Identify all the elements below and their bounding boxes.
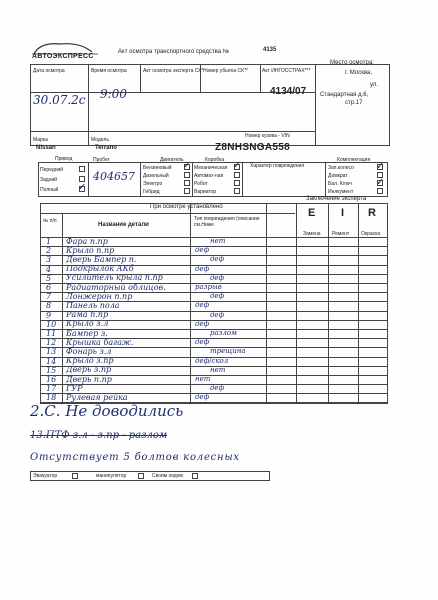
damage-nature-label: Характер повреждения bbox=[250, 163, 305, 169]
col-e-sub: Замена bbox=[303, 231, 321, 237]
col-damage-header: Тип повреждения (описание см.Ниже bbox=[194, 216, 260, 228]
table-row-part-name: Рама п.пр bbox=[66, 310, 109, 320]
table-row-damage-type: деф bbox=[210, 273, 225, 282]
drive-option-full: Полный bbox=[40, 187, 59, 193]
table-row-part-name: Крыло з.пр bbox=[66, 356, 114, 366]
table-row-part-name: Подкрылок АКб bbox=[66, 264, 134, 274]
table-row-part-name: Бампер з. bbox=[66, 328, 108, 338]
place-building: стр.17 bbox=[345, 100, 363, 106]
table-row-number: 18 bbox=[46, 393, 57, 403]
col-i-header: I bbox=[341, 207, 345, 219]
table-row-part-name: Дверь з.пр bbox=[66, 365, 112, 375]
table-row-part-name: Радиаторный облицов. bbox=[66, 282, 166, 292]
footer-evac-label: Эвакуатор bbox=[33, 473, 58, 479]
table-row-number: 10 bbox=[46, 319, 57, 329]
table-row-number: 12 bbox=[46, 338, 57, 348]
make-value: Nissan bbox=[36, 145, 56, 151]
vin-label: Номер кузова - VIN bbox=[245, 133, 290, 139]
table-row-number: 16 bbox=[46, 375, 57, 384]
gearbox-robot-checkbox[interactable] bbox=[234, 180, 240, 186]
gearbox-label: Коробка bbox=[205, 157, 225, 163]
engine-diesel-checkbox[interactable] bbox=[184, 172, 190, 178]
table-row-damage-type: разлом bbox=[210, 329, 237, 337]
date-value: 30.07.2с bbox=[33, 93, 86, 107]
place-street: Стандартная д.6, bbox=[320, 92, 369, 98]
col-r-header: R bbox=[368, 207, 376, 219]
engine-checkmark-icon: ✓ bbox=[183, 160, 192, 171]
gearbox-option-auto: Автомат-ная bbox=[194, 173, 224, 179]
gearbox-option-robot: Робот bbox=[194, 181, 208, 187]
footer-transport-table bbox=[30, 471, 270, 481]
table-row-damage-type: деф bbox=[195, 301, 210, 310]
table-row-damage-type: нет bbox=[210, 237, 226, 245]
footer-manip-label: манипулятор bbox=[96, 473, 127, 479]
model-value: Terrano bbox=[95, 145, 117, 151]
col-r-sub: Окраска bbox=[361, 231, 381, 237]
engine-hybrid-checkbox[interactable] bbox=[184, 188, 190, 194]
table-row-damage-type: деф/скол bbox=[195, 356, 229, 365]
table-row-damage-type: трещина bbox=[210, 347, 246, 356]
kit-spare-wheel: Зап.колесо bbox=[328, 165, 354, 171]
drive-front-checkbox[interactable] bbox=[79, 166, 85, 172]
table-row-part-name: Рулевая рейка bbox=[66, 392, 128, 402]
table-row-number: 13 bbox=[46, 347, 57, 357]
table-row-damage-type: деф bbox=[210, 384, 225, 393]
footer-evac-checkbox[interactable] bbox=[72, 473, 78, 479]
footer-own-label: Своим ходом bbox=[152, 473, 183, 479]
gearbox-option-manual: Механическая bbox=[194, 165, 228, 171]
logo-text: АВТОЭКСПРЕСС bbox=[32, 53, 94, 60]
table-row-part-name: Фонарь з.л bbox=[66, 346, 112, 356]
table-row-number: 15 bbox=[46, 365, 57, 375]
expert-act-label: Акт осмотра эксперта СК* bbox=[143, 68, 204, 74]
footer-manip-checkbox[interactable] bbox=[138, 473, 144, 479]
table-row-damage-type: деф bbox=[195, 393, 210, 402]
document-title-text: Акт осмотра транспортного средства № bbox=[118, 49, 230, 55]
table-row-damage-type: деф bbox=[210, 292, 225, 301]
gearbox-checkmark-icon: ✓ bbox=[233, 160, 242, 171]
kit-wrench: Бал. Ключ bbox=[328, 181, 352, 187]
table-row-number: 1 bbox=[46, 237, 52, 246]
table-row-number: 7 bbox=[46, 292, 52, 302]
time-label: Время осмотра bbox=[91, 68, 127, 74]
mileage-label: Пробег bbox=[93, 157, 110, 163]
place-street-label: ул. bbox=[370, 82, 379, 88]
table-row-number: 9 bbox=[46, 310, 52, 320]
table-row-damage-type: деф bbox=[195, 246, 210, 255]
gearbox-option-cvt: Вариатор bbox=[194, 189, 217, 195]
engine-label: Двигатель bbox=[160, 157, 184, 163]
table-row-damage-type: нет bbox=[210, 365, 226, 374]
note-line-3: Отсутствует 5 болтов колесных bbox=[30, 452, 240, 463]
engine-option-diesel: Дизельный bbox=[143, 173, 169, 179]
table-row-damage-type: деф bbox=[210, 310, 225, 319]
kit-jack: Домкрат bbox=[328, 173, 348, 179]
note-line-2: 13.ПТФ з.л - з.пр - разлом bbox=[30, 430, 168, 441]
table-row-part-name: Крыло з.л bbox=[66, 319, 109, 329]
table-row-part-name: ГУР bbox=[66, 383, 83, 393]
table-row-number: 17 bbox=[46, 384, 57, 394]
footer-own-checkbox[interactable] bbox=[192, 473, 198, 479]
col-num-header: № п/п bbox=[43, 218, 57, 224]
vin-value: Z8NHSNGA558 bbox=[215, 142, 290, 153]
table-row-number: 14 bbox=[46, 356, 57, 366]
drive-checkmark-icon: ✓ bbox=[78, 182, 87, 193]
table-row-part-name: Крышка багаж. bbox=[66, 337, 134, 347]
table-row-part-name: Фара п.пр bbox=[66, 236, 108, 246]
col-i-sub: Ремонт bbox=[332, 231, 350, 237]
loss-number-label: Номер убытка СК** bbox=[203, 68, 248, 74]
drive-option-rear: Задний bbox=[40, 177, 58, 183]
place-city: г. Москва, bbox=[345, 70, 372, 76]
table-row-damage-type: деф bbox=[195, 319, 210, 328]
document-number: 4135 bbox=[263, 47, 277, 53]
ingos-act-value: 4134/07 bbox=[270, 86, 307, 97]
note-line-1: 2.С. Не доводились bbox=[30, 402, 184, 420]
table-row-damage-type: деф bbox=[195, 264, 210, 273]
table-row-damage-type: деф bbox=[195, 338, 210, 347]
kit-tools: Инлкумент bbox=[328, 189, 354, 195]
gearbox-auto-checkbox[interactable] bbox=[234, 172, 240, 178]
table-row-part-name: Дверь п.пр bbox=[66, 374, 112, 384]
kit-checkmark-icon-2: ✓ bbox=[376, 177, 385, 188]
table-row-part-name: Крыло п.пр bbox=[66, 245, 115, 255]
place-label: Место осмотра: bbox=[330, 60, 374, 66]
col-e-header: E bbox=[308, 207, 316, 219]
table-row-part-name: Панель пола bbox=[66, 300, 120, 310]
drive-option-front: Передний bbox=[40, 167, 64, 173]
time-value: 9:00 bbox=[100, 87, 127, 101]
drive-label: Привод bbox=[55, 156, 73, 162]
company-logo bbox=[30, 38, 100, 60]
engine-option-electric: Электро bbox=[143, 181, 163, 187]
gearbox-cvt-checkbox[interactable] bbox=[234, 188, 240, 194]
date-label: Дата осмотра bbox=[33, 68, 65, 74]
engine-option-hybrid: Гибрид bbox=[143, 189, 160, 195]
table-row-damage-type: деф bbox=[210, 255, 225, 264]
table-row-number: 3 bbox=[46, 255, 52, 265]
document-title bbox=[118, 49, 229, 56]
table-row-part-name: Дверь Бампер п. bbox=[66, 254, 137, 264]
mileage-value: 404657 bbox=[93, 170, 135, 183]
table-row-damage-type: разрыв bbox=[195, 283, 222, 291]
expert-conclusion-title: Заключение эксперта bbox=[306, 196, 367, 202]
engine-electric-checkbox[interactable] bbox=[184, 180, 190, 186]
table-row-number: 8 bbox=[46, 301, 52, 311]
ingos-act-label: Акт ИНГОССТРАХ*** bbox=[262, 68, 311, 74]
table-row-number: 6 bbox=[46, 283, 52, 292]
table-row-number: 11 bbox=[46, 329, 57, 338]
kit-label: Комплектация bbox=[337, 157, 371, 163]
table-row-damage-type: нет bbox=[195, 375, 211, 383]
kit-checkmark-icon: ✓ bbox=[376, 161, 385, 172]
model-label: Модель bbox=[91, 137, 109, 143]
col-name-header: Название детали bbox=[98, 222, 149, 228]
table-row-number: 4 bbox=[46, 264, 52, 274]
table-row-number: 2 bbox=[46, 246, 52, 256]
engine-option-petrol: Бензиновый bbox=[143, 165, 172, 171]
table-row-part-name: Усилитель крыла п.пр bbox=[66, 273, 163, 283]
table-section-title: При осмотре установлено bbox=[150, 204, 223, 210]
kit-tools-checkbox[interactable] bbox=[377, 188, 383, 194]
table-row-part-name: Лонжерон п.пр bbox=[66, 291, 133, 301]
make-label: Марка bbox=[33, 137, 48, 143]
table-row-number: 5 bbox=[46, 273, 52, 283]
